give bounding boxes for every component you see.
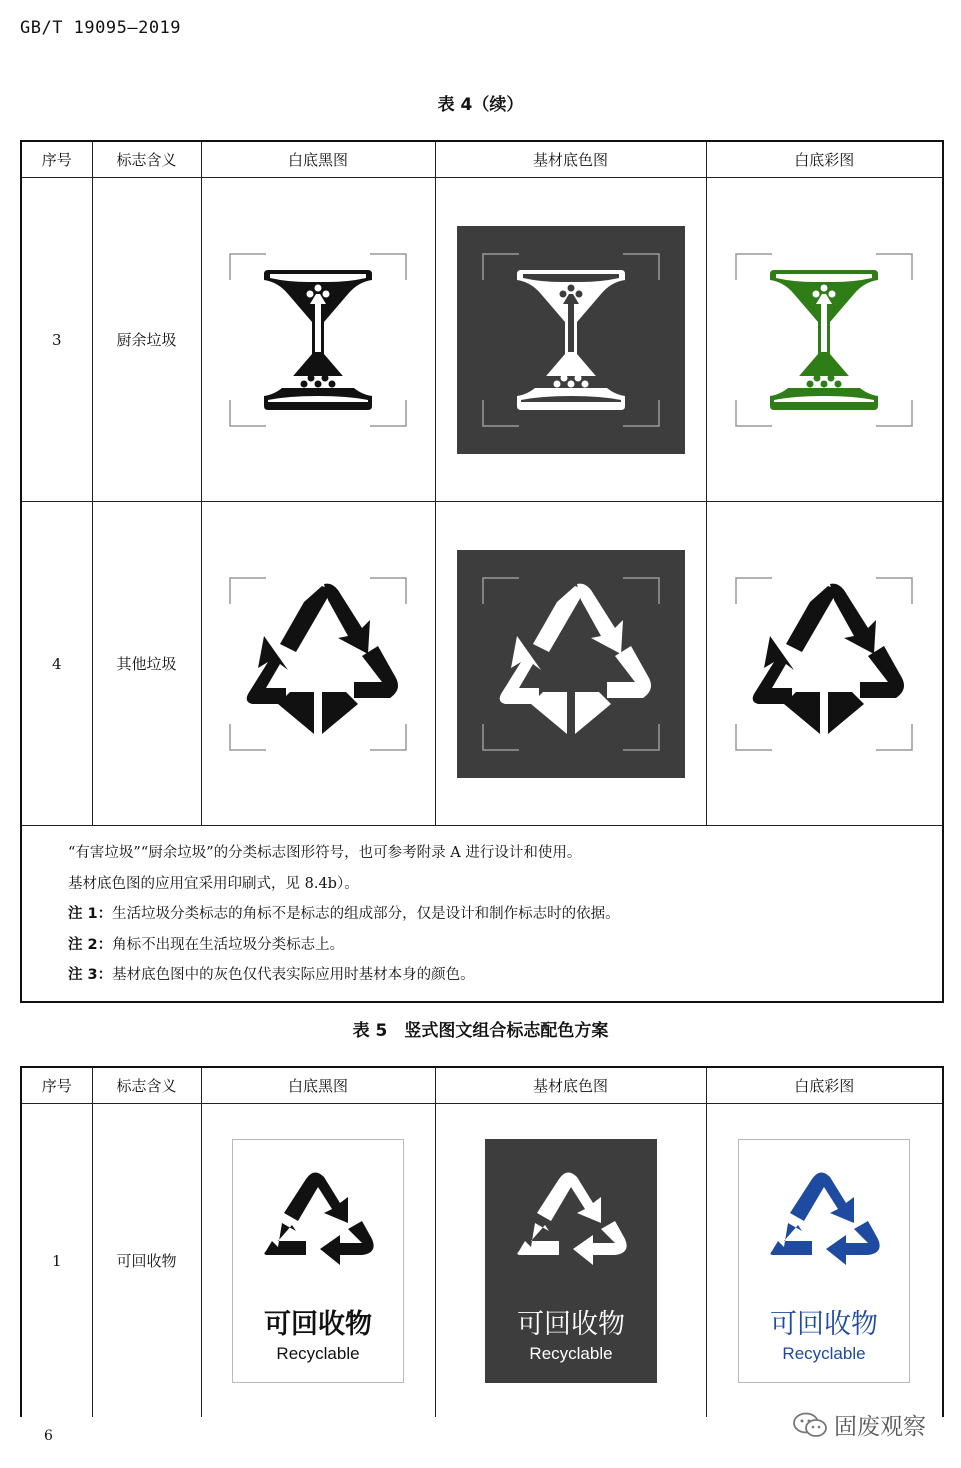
header-white-black: 白底黑图 <box>201 1067 435 1104</box>
standard-id: GB/T 19095—2019 <box>20 18 182 38</box>
table5 <box>20 1066 944 1417</box>
row-meaning: 可回收物 <box>92 1104 201 1418</box>
page-number: 6 <box>44 1428 53 1444</box>
note-line: 注 3：基材底色图中的灰色仅代表实际应用时基材本身的颜色。 <box>68 967 475 983</box>
wechat-icon <box>792 1411 828 1439</box>
watermark <box>792 1408 926 1441</box>
table-row <box>21 178 943 502</box>
header-white-color: 白底彩图 <box>706 141 943 178</box>
hourglass-kitchen-waste-icon <box>724 240 924 440</box>
triangle-arrows-other-waste-icon <box>457 550 685 778</box>
row-meaning: 其他垃圾 <box>92 502 201 826</box>
table-row <box>21 502 943 826</box>
table4-notes <box>21 826 943 1002</box>
kitchen-waste-black-cell <box>201 178 435 502</box>
row-number: 4 <box>21 502 92 826</box>
header-substrate: 基材底色图 <box>435 1067 706 1104</box>
recyclable-black-cell <box>201 1104 435 1418</box>
other-waste-black-cell <box>201 502 435 826</box>
kitchen-waste-substrate-cell <box>435 178 706 502</box>
hourglass-kitchen-waste-icon <box>218 240 418 440</box>
kitchen-waste-color-cell <box>706 178 943 502</box>
triangle-arrows-other-waste-icon <box>724 564 924 764</box>
sign-cn-label: 可回收物 <box>516 1308 625 1340</box>
header-number: 序号 <box>21 1067 92 1104</box>
recyclable-sign <box>738 1139 910 1383</box>
table4 <box>20 140 944 1003</box>
recyclable-substrate-cell <box>435 1104 706 1418</box>
note-line: “有害垃圾”“厨余垃圾”的分类标志图形符号，也可参考附录 A 进行设计和使用。 <box>68 845 582 861</box>
table5-caption: 表 5 竖式图文组合标志配色方案 <box>352 1021 609 1041</box>
table4-caption: 表 4（续） <box>437 95 524 115</box>
note-line: 基材底色图的应用宜采用印刷式，见 8.4b）。 <box>68 875 359 892</box>
hourglass-kitchen-waste-icon <box>457 226 685 454</box>
note-line: 注 1：生活垃圾分类标志的角标不是标志的组成部分，仅是设计和制作标志时的依据。 <box>68 906 620 922</box>
row-number: 3 <box>21 178 92 502</box>
header-number: 序号 <box>21 141 92 178</box>
sign-cn-label: 可回收物 <box>264 1308 372 1340</box>
header-white-black: 白底黑图 <box>201 141 435 178</box>
sign-en-label: Recyclable <box>276 1343 360 1363</box>
row-meaning: 厨余垃圾 <box>92 178 201 502</box>
sign-cn-label: 可回收物 <box>770 1308 879 1340</box>
header-meaning: 标志含义 <box>92 1067 201 1104</box>
sign-en-label: Recyclable <box>782 1343 866 1363</box>
triangle-arrows-other-waste-icon <box>218 564 418 764</box>
recyclable-sign <box>232 1139 404 1383</box>
watermark-text: 固废观察 <box>834 1414 926 1440</box>
note-line: 注 2：角标不出现在生活垃圾分类标志上。 <box>68 936 345 953</box>
recyclable-color-cell <box>706 1104 943 1418</box>
row-number: 1 <box>21 1104 92 1418</box>
header-meaning: 标志含义 <box>92 141 201 178</box>
sign-en-label: Recyclable <box>528 1343 613 1363</box>
table-row <box>21 1104 943 1418</box>
header-white-color: 白底彩图 <box>706 1067 943 1104</box>
header-substrate: 基材底色图 <box>435 141 706 178</box>
recyclable-sign <box>485 1139 657 1383</box>
other-waste-color-cell <box>706 502 943 826</box>
other-waste-substrate-cell <box>435 502 706 826</box>
